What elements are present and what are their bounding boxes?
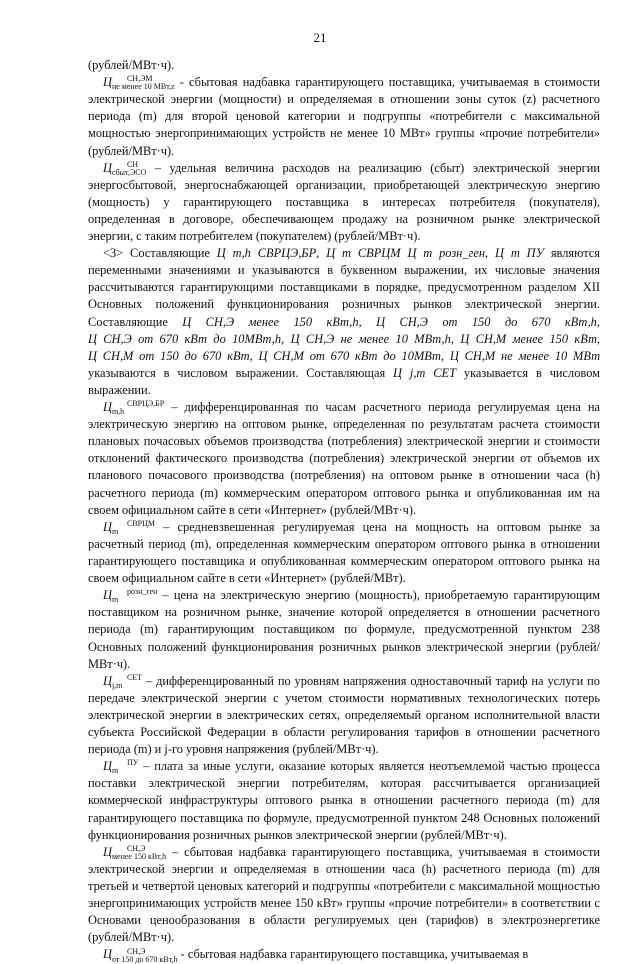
paragraph-0: (рублей/МВт·ч). xyxy=(88,58,175,72)
formula-symbol: Ц СН,Э менее 150 кВт,h xyxy=(182,314,359,329)
paragraph-7: Ц СЕТ j,m – дифференцированный по уровням напряжения одноставочный тариф на услуги по передаче электрической энергии с учетом стоимости нормативных технологических потерь электрической энергии в электрических сетях, определяемый органом исполнительной власти субъекта Российской Федерации в области регулирования тарифов в отношении расчетного периода (m) и j-го уровня напряжения (рублей/МВт·ч). xyxy=(88,672,600,757)
paragraph-5: Ц СВРЦМ m – средневзвешенная регулируемая цена на мощность на оптовом рынке за расчетный период (m), определенная коммерческим оператором оптового рынка в отношении гарантирующего поставщика и опубликованная коммерческим оператором оптового рынка на своем официальном сайте в сети «Интернет» (рублей/МВт). xyxy=(88,518,600,586)
paragraph-3-footnote: <3> Составляющие Ц m,h СВРЦЭ,БР, Ц m СВРЦМ Ц m розн_ген, Ц m ПУ являются переменными значениями и указываются в буквенном выражении, их числовые значения рассчитываются гарантирующими поставщиками в порядке, предусмотренном разделом XII Основных положений функционирования розничных рынков электрической энергии. Составляющие Ц СН,Э менее 150 кВт,h, Ц СН,Э от 150 до 670 кВт,h, Ц СН,Э от 670 кВт до 10МВт,h, Ц СН,Э не менее 10 МВт,h, Ц СН,М менее 150 кВт, Ц СН,М от 150 до 670 кВт, Ц СН,М от 670 кВт до 10МВт, Ц СН,М не менее 10 МВт указываются в числовом выражении. Составляющая Ц j,m СЕТ указывается в числовом выражении. xyxy=(88,246,601,397)
paragraph-10: Ц СН,Э от 150 до 670 кВт,h - сбытовая надбавка гарантирующего поставщика, учитываемая в xyxy=(103,946,529,964)
formula-symbol: Ц СН сбыт,ЭСО xyxy=(103,159,147,177)
paragraph-4: Ц СВРЦЭ,БР m,h – дифференцированная по часам расчетного периода регулируемая цена на электрическую энергию на оптовом рынке, определенная по результатам расчета стоимости плановых почасовых объемов производства (потребления) электрической энергии и стоимости отклонений фактического производства (потребления) электрической энергии от объемов их планового почасового производства (потребления) на оптовом рынке в отношении часа (h) расчетного периода (m) коммерческим оператором оптового рынка и опубликованная им на своем официальном сайте в сети «Интернет» (рублей/МВт·ч). xyxy=(88,399,600,517)
formula-symbol: Ц розн_ген m xyxy=(103,587,158,605)
paragraph-2: Ц СН сбыт,ЭСО – удельная величина расходов на реализацию (сбыт) электрической энергии энергосбытовой, энергоснабжающей организации, приобретающей электрическую энергию (мощность) у гарантирующего поставщика в интересах потребителя (покупателя), определенная в договоре, обеспечивающем продажу на розничном рынке электрической энергии, с таким потребителем (покупателем) (рублей/МВт·ч). xyxy=(88,159,600,244)
formula-symbol: Ц m розн_ген xyxy=(407,246,485,261)
formula-symbol: Ц СВРЦЭ,БР m,h xyxy=(103,399,165,417)
formula-symbol: Ц m,h СВРЦЭ,БР xyxy=(216,246,317,261)
formula-symbol: Ц m ПУ xyxy=(495,246,544,261)
formula-symbol: Ц СВРЦМ m xyxy=(103,518,155,536)
formula-symbol: Ц СЕТ j,m xyxy=(103,672,143,690)
page-number: 21 xyxy=(313,30,327,45)
formula-symbol: Ц СН,Э менее 150 кВт,h xyxy=(103,843,167,861)
formula-symbol: Ц СН,М не менее 10 МВт xyxy=(449,348,601,363)
formula-symbol: Ц j,m СЕТ xyxy=(393,365,456,380)
formula-symbol: Ц СН,ЭМ не менее 10 МВт,z xyxy=(103,74,175,92)
paragraph-6: Ц розн_ген m – цена на электрическую энергию (мощность), приобретаемую гарантирующим поставщиком на розничном рынке, значение которой определяется в отношении расчетного периода (m) гарантирующим поставщиком по формуле, предусмотренной пунктом 238 Основных положений функционирования розничных рынков электрической энергии (рублей/МВт·ч). xyxy=(88,587,600,671)
formula-symbol: Ц СН,М менее 150 кВт xyxy=(460,331,597,346)
formula-symbol: Ц СН,М от 150 до 670 кВт xyxy=(88,348,250,363)
formula-symbol: Ц СН,М от 670 кВт до 10МВт xyxy=(258,348,441,363)
formula-symbol: Ц СН,Э от 150 до 670 кВт,h xyxy=(103,946,178,964)
document-body xyxy=(88,57,600,964)
formula-symbol: Ц СН,Э не менее 10 МВт,h xyxy=(290,331,451,346)
paragraph-8: Ц ПУ m – плата за иные услуги, оказание которых является неотъемлемой частью процесса поставки электрической энергии потребителям, которая рассчитывается организацией коммерческой инфраструктуры оптового рынка в отношении расчетного периода (m) для гарантирующего поставщика по формуле, предусмотренной пунктом 248 Основных положений функционирования розничных рынков электрической энергии (рублей/МВт·ч). xyxy=(88,758,600,842)
formula-symbol: Ц СН,Э от 150 до 670 кВт,h xyxy=(376,314,597,329)
paragraph-9: Ц СН,Э менее 150 кВт,h – сбытовая надбавка гарантирующего поставщика, учитываемая в стоимости электрической энергии и определяемая в отношении часа (h) расчетного периода (m) для третьей и четвертой ценовых категорий и подгруппы «потребители с максимальной мощностью энергопринимающих устройств менее 150 кВт» группы «прочие потребители» в соответствии с Основами ценообразования в области регулируемых цен (тарифов) в электроэнергетике (рублей/МВт·ч). xyxy=(88,843,600,945)
formula-symbol: Ц ПУ m xyxy=(103,758,139,776)
formula-symbol: Ц СН,Э от 670 кВт до 10МВт,h xyxy=(88,331,282,346)
formula-symbol: Ц m СВРЦМ xyxy=(326,246,401,261)
paragraph-1: Ц СН,ЭМ не менее 10 МВт,z - сбытовая надбавка гарантирующего поставщика, учитываемая в стоимости электрической энергии (мощности) и определяемая в отношении зоны суток (z) расчетного периода (m) для второй ценовой категории и подгруппы «потребители с максимальной мощностью энергопринимающих устройств не менее 10 МВт» группы «прочие потребители» (рублей/МВт·ч). xyxy=(88,74,600,158)
